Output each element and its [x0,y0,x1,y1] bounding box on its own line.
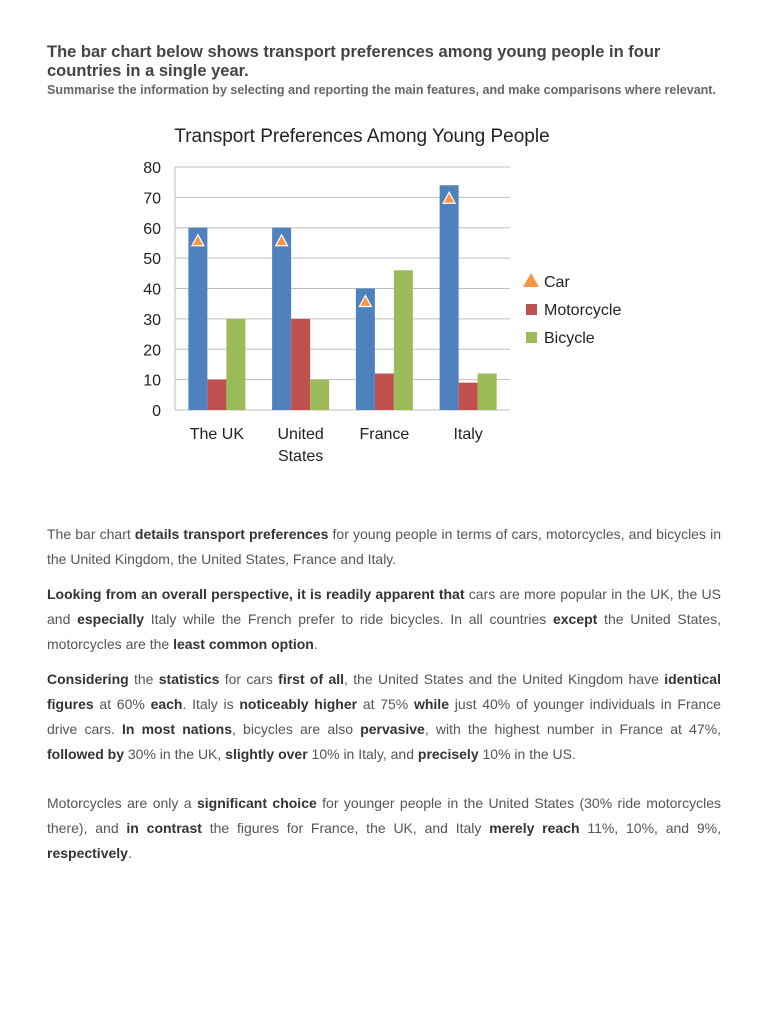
text-run: the [128,671,159,687]
legend-label: Car [544,274,570,291]
bar-motorcycle [207,380,226,410]
bar-bicycle [310,380,329,410]
legend [523,273,621,347]
emphasis-phrase: In most nations [122,721,232,737]
y-tick-label: 80 [143,160,161,177]
emphasis-phrase: respectively [47,845,128,861]
chart-title: Transport Preferences Among Young People [174,126,550,147]
emphasis-phrase: statistics [158,671,220,687]
text-run: 11%, 10%, and 9%, [579,820,721,836]
text-run: the United States, motorcycles are the [47,611,721,652]
emphasis-phrase: followed by [47,746,124,762]
bar-bicycle [478,374,497,410]
text-run: 30% in the UK, [124,746,226,762]
y-axis-ticks [143,160,161,420]
legend-swatch-motorcycle [526,304,537,315]
bar-car [188,228,207,410]
emphasis-phrase: identical figures [47,671,721,712]
text-run: at 75% [357,696,414,712]
x-tick-label: The UK [189,426,244,443]
emphasis-phrase: Looking from an overall perspective, it is readily apparent that [47,586,465,602]
text-run: 10% in the US. [478,746,576,762]
y-tick-label: 30 [143,311,161,329]
text-run: . [313,636,318,652]
emphasis-phrase: Considering [47,671,129,687]
text-run: for young people in terms of cars, motorcycles, and bicycles in the United Kingdom, the United States, France and Italy. [47,526,722,567]
text-run: at 60% [93,696,151,712]
emphasis-phrase: merely reach [489,820,580,836]
y-tick-label: 20 [143,342,161,360]
bar-motorcycle [291,319,310,410]
chart-svg [120,118,680,478]
task-instruction: Summarise the information by selecting and reporting the main features, and make comparisons where relevant. [47,83,716,97]
x-tick-label: France [359,426,410,443]
legend-label: Bicycle [544,330,595,347]
emphasis-phrase: noticeably higher [239,696,358,712]
bar-motorcycle [459,383,478,410]
text-run: cars are more popular in the UK, the US and [47,586,721,627]
text-run: the figures for France, the UK, and Italy [201,820,490,836]
bar-bicycle [394,270,413,410]
y-tick-label: 50 [143,251,161,269]
gridlines [175,167,510,410]
emphasis-phrase: except [552,611,598,627]
text-run: 10% in Italy, and [307,746,418,762]
y-tick-label: 40 [143,281,161,299]
emphasis-phrase: precisely [417,746,479,762]
essay [47,522,721,876]
task-header [47,43,727,97]
text-run: The bar chart [47,526,135,542]
bar-car [272,228,291,410]
bar-car [440,185,459,410]
text-run: , the United States and the United Kingdom have [344,671,665,687]
x-tick-label: United States [277,426,324,465]
emphasis-phrase: pervasive [360,721,425,737]
text-run: . Italy is [182,696,240,712]
bar-motorcycle [375,374,394,410]
essay-paragraph-1 [47,522,721,572]
y-tick-label: 0 [152,403,161,420]
text-run: Italy while the French prefer to ride bicycles. In all countries [144,611,553,627]
text-run: for cars [219,671,279,687]
legend-label: Motorcycle [544,302,622,319]
emphasis-phrase: first of all [278,671,345,687]
legend-swatch-bicycle [526,332,537,343]
text-run: Motorcycles are only a [47,795,197,811]
text-run: just 40% of younger individuals in France drive cars. [47,696,721,737]
legend-car-marker [523,273,539,287]
emphasis-phrase: significant choice [197,795,317,811]
y-tick-label: 70 [143,190,161,208]
bar-bicycle [226,319,245,410]
text-run: , bicycles are also [231,721,361,737]
emphasis-phrase: in contrast [126,820,202,836]
emphasis-phrase: details transport preferences [134,526,329,542]
task-title: The bar chart below shows transport preferences among young people in four countries in a single year. [47,43,661,80]
text-run: , with the highest number in France at 47%, [424,721,721,737]
x-axis-ticks [190,426,483,465]
emphasis-phrase: least common option [173,636,314,652]
y-tick-label: 60 [143,220,161,238]
emphasis-phrase: slightly over [225,746,308,762]
bars [188,185,496,410]
emphasis-phrase: each [150,696,183,712]
x-tick-label: Italy [453,426,483,443]
y-tick-label: 10 [143,372,161,390]
emphasis-phrase: especially [77,611,145,627]
essay-paragraph-2 [47,582,721,657]
essay-paragraph-4 [47,791,721,866]
text-run: for younger people in the United States (30% ride motorcycles there), and [47,795,721,836]
text-run: . [127,845,132,861]
transport-chart [120,118,680,478]
essay-paragraph-3 [47,667,721,767]
emphasis-phrase: while [413,696,449,712]
